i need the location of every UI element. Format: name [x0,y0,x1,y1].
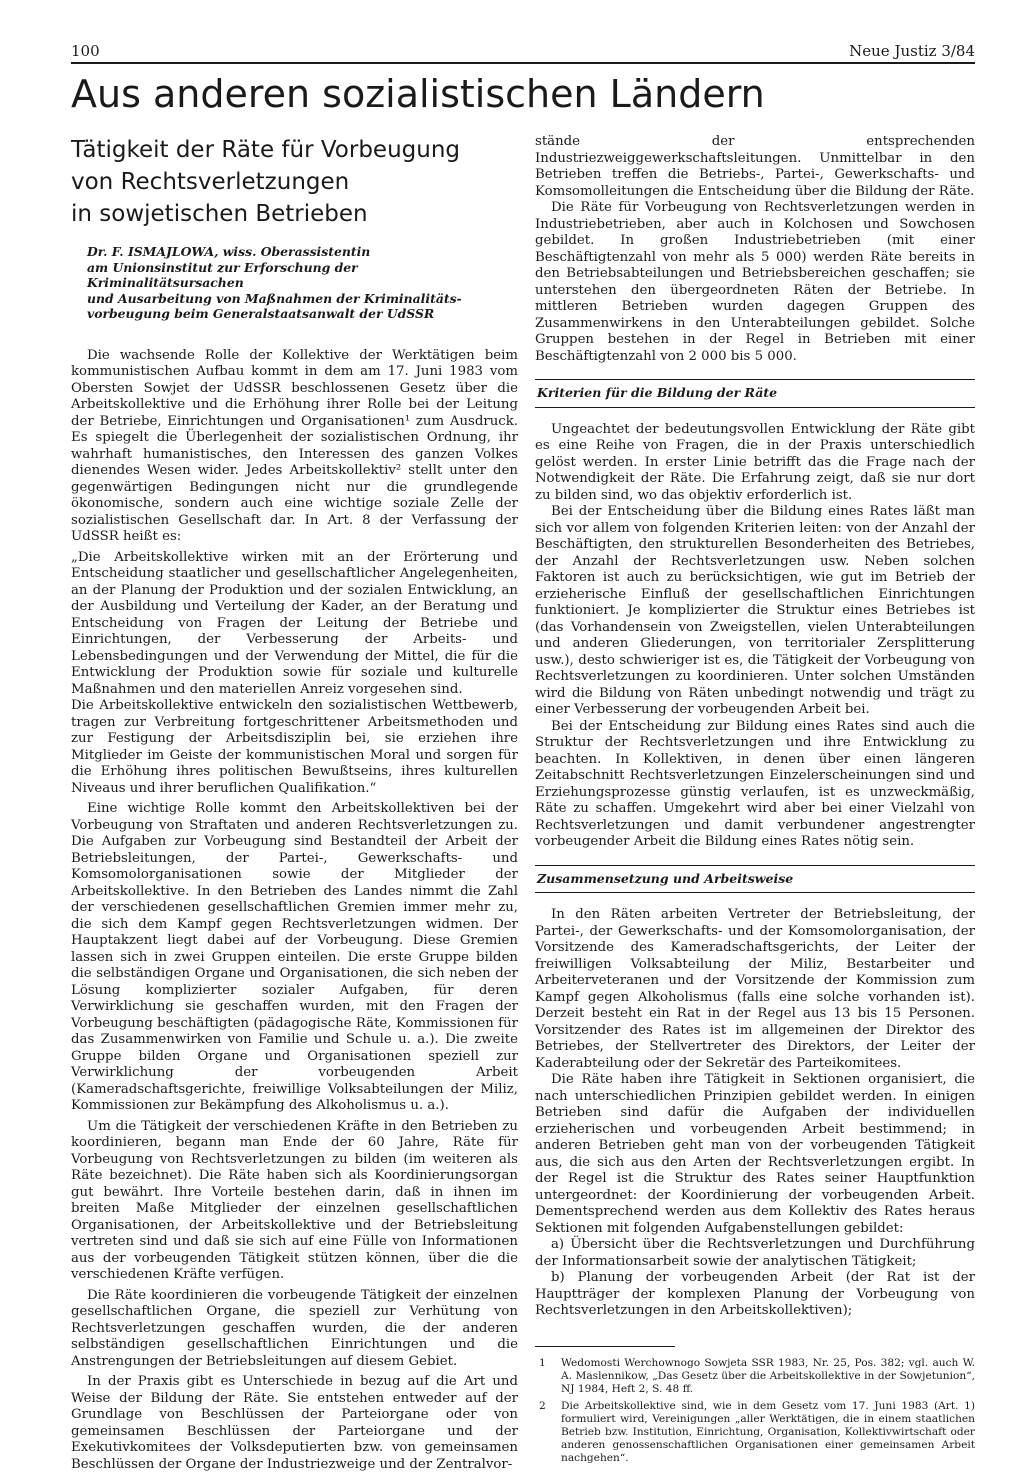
author-line: am Unionsinstitut zur Erforschung der Kriminalitätsursachen [87,259,358,290]
footnote [535,1400,975,1465]
article-title [71,134,518,230]
paragraph: Die Räte koordinieren die vorbeugende Tätigkeit der einzelnen gesellschaftlichen Organe, die speziell zur Verhütung von Rechtsverletzungen geschaffen wurden, die der anderen selbständigen gesellschaftlichen Einrichtungen und die Anstrengungen der Betriebsleitungen auf diesem Gebiet. [71,1287,518,1369]
paragraph: stände der entsprechenden Industriezweiggewerkschaftsleitungen. Unmittelbar in den Betrieben treffen die Betriebs-, Partei-, Gewerkschafts- und Komsomolleitungen die Entscheidung über die Bildung der Räte. [535,134,975,199]
footnote-number: 1 [539,1356,546,1369]
paragraph: Die Räte haben ihre Tätigkeit in Sektionen organisiert, die nach unterschiedlichen Prinzipien gebildet werden. In einigen Betrieben sind dafür die Aufgaben der individuellen erzieherischen und vorbeugenden Arbeit bestimmend; in anderen Betrieben geht man von der vorbeugenden Tätigkeit aus, die sich aus den Arten der Rechtsverletzungen ergibt. In der Regel ist die Struktur des Rates seiner Hauptfunktion untergeordnet: der Koordinierung der vorbeugenden Arbeit. Dementsprechend werden aus dem Kollektiv des Rates heraus Sektionen mit folgenden Aufgabenstellungen gebildet: [535,1072,975,1236]
quote-paragraph: „Die Arbeitskollektive wirken mit an der Erörterung und Entscheidung staatlicher und gesellschaftlicher Angelegenheiten, an der Planung der Produktion und der sozialen Entwicklung, an der Ausbildung und Verteilung der Kader, an der Beratung und Entscheidung von Fragen der Leitung der Betriebe und Einrichtungen, der Verbesserung der Arbeits- und Lebensbedingungen und der Verwendung der Mittel, die für die Entwicklung der Produktion sowie für soziale und kulturelle Maßnahmen und den materiellen Anreiz vorgesehen sind. [71,549,518,697]
paragraph: Um die Tätigkeit der verschiedenen Kräfte in den Betrieben zu koordinieren, begann man Ende der 60 Jahre, Räte für Vorbeugung von Rechtsverletzungen zu bilden (im weiteren als Räte bezeichnet). Die Räte haben sich als Koordinierungsorgan gut bewährt. Ihre Vorteile bestehen darin, daß in ihnen im breiten Maße Mitglieder der einzelnen gesellschaftlichen Organisationen, der Arbeitskollektive und der Betriebsleitung vertreten sind und daß sie sich auf eine Fülle von Informationen aus der vorbeugenden Tätigkeit stützen können, über die die verschiedenen Kräfte verfügen. [71,1118,518,1282]
header-rule [71,62,975,64]
footnote-text: Die Arbeitskollektive sind, wie in dem Gesetz vom 17. Juni 1983 (Art. 1) formuliert wird, Vereinigungen „aller Werktätigen, die in einem staatlichen Betrieb bzw. Institution, Einrichtung, Organisation, Kollektivwirtschaft oder anderen genossenschaftlichen Organisationen einer gemeinsamen Arbeit nachgehen“. [561,1399,975,1464]
article-title-line: Tätigkeit der Räte für Vorbeugung [71,137,461,163]
paragraph: Bei der Entscheidung über die Bildung eines Rates läßt man sich vor allem von folgenden Kriterien leiten: von der Anzahl der Beschäftigten, den strukturellen Besonderheiten des Betriebes, der Anzahl der Rechtsverletzungen usw. Neben solchen Faktoren ist auch zu berücksichtigen, wie gut im Betrieb der erzieherische Einfluß der gesellschaftlichen Einrichtungen funktioniert. Je komplizierter die Struktur eines Betriebes ist (das Vorhandensein von Zweigstellen, vielen Unterabteilungen und anderen Gliederungen, von territorialer Zersplitterung usw.), desto schwieriger ist es, die Tätigkeit der Vorbeugung von Rechtsverletzungen zu koordinieren. Unter solchen Umständen wird die Bildung von Räten unbedingt notwendig und trägt zu einer Verbesserung der vorbeugenden Arbeit bei. [535,504,975,717]
footnote-text: Wedomosti Werchownogo Sowjeta SSR 1983, Nr. 25, Pos. 382; vgl. auch W. A. Maslennikow, „Das Gesetz über die Arbeitskollektive in der Sowjetunion“, NJ 1984, Heft 2, S. 48 ff. [561,1356,975,1395]
paragraph: Ungeachtet der bedeutungsvollen Entwicklung der Räte gibt es eine Reihe von Fragen, die in der Praxis unterschiedlich gelöst werden. In erster Linie betrifft das die Frage nach der Notwendigkeit der Räte. Die Erfahrung zeigt, daß sie nur dort zu bilden sind, wo das objektiv erforderlich ist. [535,421,975,503]
paragraph: Die wachsende Rolle der Kollektive der Werktätigen beim kommunistischen Aufbau kommt in dem am 17. Juni 1983 vom Obersten Sowjet der UdSSR beschlossenen Gesetz über die Arbeitskollektive und die Erhöhung ihrer Rolle bei der Leitung der Betriebe, Einrichtungen und Organisationen¹ zum Ausdruck. Es spiegelt die Überlegenheit der sozialistischen Ordnung, ihr wahrhaft humanistisches, den Interessen des ganzen Volkes dienendes Wesen wider. Jedes Arbeitskollektiv² stellt unter den gegenwärtigen Bedingungen nicht nur die grundlegende ökonomische, sondern auch eine wichtige soziale Zelle der sozialistischen Gesellschaft dar. In Art. 8 der Verfassung der UdSSR heißt es: [71,347,518,544]
page-number: 100 [71,42,100,60]
author-line: und Ausarbeitung von Maßnahmen der Kriminalitäts- [87,290,462,306]
article-title-line: in sowjetischen Betrieben [71,201,368,227]
paragraph: Bei der Entscheidung zur Bildung eines Rates sind auch die Struktur der Rechtsverletzungen und ihre Entwicklung zu beachten. In Kollektiven, in denen über einen längeren Zeitabschnitt Rechtsverletzungen Einzelerscheinungen sind und Erziehungsprozesse günstig verlaufen, ist es unzweckmäßig, Räte zu schaffen. Umgekehrt wird aber bei einer Vielzahl von Rechtsverletzungen und damit verbundener angestrengter vorbeugender Arbeit die Bildung eines Rates nötig sein. [535,718,975,849]
page-header [71,40,975,62]
article-title-line: von Rechtsverletzungen [71,169,350,195]
author-block [87,244,518,322]
right-column [535,134,975,1469]
footnote [535,1357,975,1396]
left-column [71,134,518,1473]
subheading: Kriterien für die Bildung der Räte [535,379,975,408]
author-line: Dr. F. ISMAJLOWA, wiss. Oberassistentin [87,244,371,259]
author-line: vorbeugung beim Generalstaatsanwalt der UdSSR [87,306,435,321]
paragraph: In der Praxis gibt es Unterschiede in bezug auf die Art und Weise der Bildung der Räte. Sie entstehen entweder auf der Grundlage von Beschlüssen der Parteiorgane oder von gemeinsamen Beschlüssen der Parteiorgane und der Exekutivkomitees der Volksdeputierten bzw. von gemeinsamen Beschlüssen der Organe der Industriezweige und der Zentralvor- [71,1374,518,1472]
section-title: Aus anderen sozialistischen Ländern [71,72,765,116]
paragraph: In den Räten arbeiten Vertreter der Betriebsleitung, der Partei-, der Gewerkschafts- und der Komsomolorganisation, der Vorsitzende des Kameradschaftsgerichts, der Leiter der freiwilligen Volksabteilung der Miliz, Bestarbeiter und Arbeiterveteranen und der Vorsitzende der Kommission zum Kampf gegen Alkoholismus (falls eine solche vorhanden ist). Derzeit besteht ein Rat in der Regel aus 13 bis 15 Personen. Vorsitzender des Rates ist im allgemeinen der Direktor des Betriebes, der Stellvertreter des Direktors, der Leiter der Kaderabteilung oder der Sekretär des Parteikomitees. [535,907,975,1071]
paragraph: Die Räte für Vorbeugung von Rechtsverletzungen werden in Industriebetrieben, aber auch in Kolchosen und Sowchosen gebildet. In großen Industriebetrieben (mit einer Beschäftigtenzahl von mehr als 5 000) werden Räte bereits in den Betriebsabteilungen und Betriebsbereichen geschaffen; sie unterstehen den übergeordneten Räten der Betriebe. In mittleren Betrieben wurden dagegen Gruppen des Zusammenwirkens in den Unterabteilungen gebildet. Solche Gruppen bestehen in der Regel in Betrieben mit einer Beschäftigtenzahl von 2 000 bis 5 000. [535,200,975,364]
journal-issue: Neue Justiz 3/84 [849,42,975,60]
footnote-rule [535,1346,675,1347]
paragraph: Eine wichtige Rolle kommt den Arbeitskollektiven bei der Vorbeugung von Straftaten und anderen Rechtsverletzungen zu. Die Aufgaben zur Vorbeugung sind Bestandteil der Arbeit der Betriebsleitungen, der Partei-, Gewerkschafts- und Komsomolorganisationen sowie der Mitglieder der Arbeitskollektive. In den Betrieben des Landes nimmt die Zahl der verschiedenen gesellschaftlichen Gremien immer mehr zu, die sich dem Kampf gegen Rechtsverletzungen widmen. Der Hauptakzent liegt dabei auf der Vorbeugung. Diese Gremien lassen sich in zwei Gruppen einteilen. Die erste Gruppe bilden die selbständigen Organe und Organisationen, die sich neben der Lösung komplizierter sozialer Aufgaben, für deren Verwirklichung sie geschaffen wurden, mit den Fragen der Vorbeugung beschäftigten (pädagogische Räte, Kommissionen für das Zusammenwirken von Familie und Schule u. a.). Die zweite Gruppe bilden Organe und Organisationen speziell zur Verwirklichung der vorbeugenden Arbeit (Kameradschaftsgerichte, freiwillige Volksabteilungen der Miliz, Kommissionen zur Bekämpfung des Alkoholismus u. a.). [71,801,518,1113]
list-item: b) Planung der vorbeugenden Arbeit (der Rat ist der Hauptträger der komplexen Planung der Vorbeugung von Rechtsverletzungen in den Arbeitskollektiven); [535,1270,975,1318]
subheading: Zusammensetzung und Arbeitsweise [535,865,975,894]
footnote-number: 2 [539,1399,546,1412]
quote-paragraph: Die Arbeitskollektive entwickeln den sozialistischen Wettbewerb, tragen zur Verbreitung fortgeschrittener Arbeitsmethoden und zur Festigung der Arbeitsdisziplin bei, sie erziehen ihre Mitglieder im Geiste der kommunistischen Moral und sorgen für die Erhöhung ihres politischen Bewußtseins, ihres kulturellen Niveaus und ihrer beruflichen Qualifikation.“ [71,698,518,796]
list-item: a) Übersicht über die Rechtsverletzungen und Durchführung der Informationsarbeit sowie der analytischen Tätigkeit; [535,1237,975,1269]
